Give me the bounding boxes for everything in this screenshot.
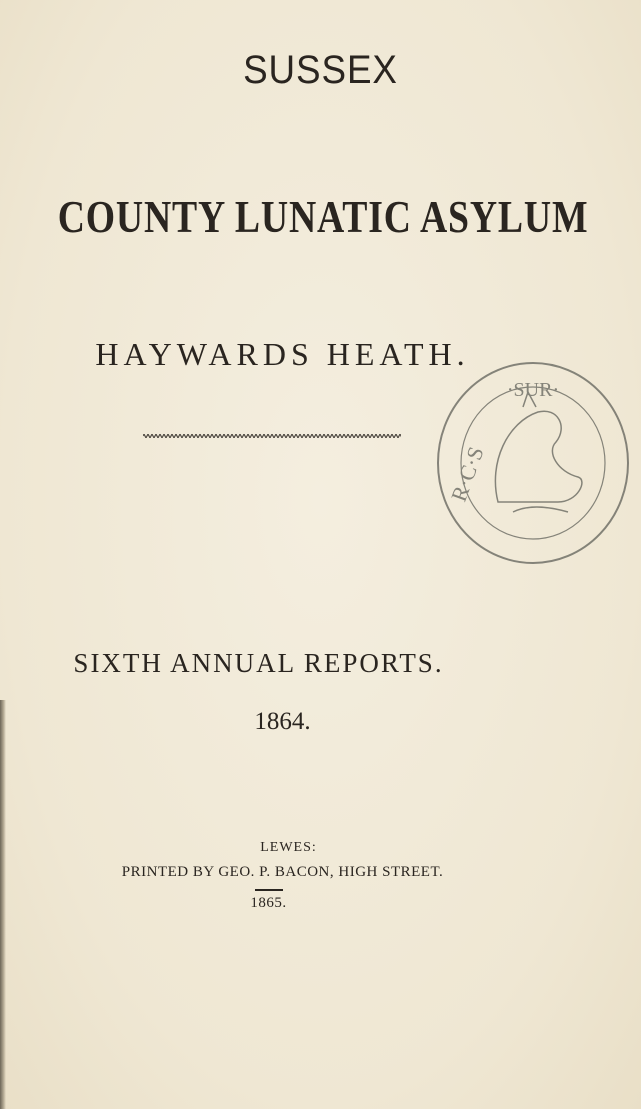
imprint-place: LEWES:: [260, 840, 317, 855]
short-rule: [255, 889, 283, 891]
svg-text:R·C·S: R·C·S: [445, 443, 489, 505]
library-seal-stamp-icon: [428, 352, 638, 574]
imprint-year: 1865.: [250, 895, 287, 911]
imprint-printer: PRINTED BY GEO. P. BACON, HIGH STREET.: [121, 864, 444, 880]
report-title: SIXTH ANNUAL REPORTS.: [73, 648, 444, 678]
wavy-rule: [143, 432, 401, 440]
title-institution: COUNTY LUNATIC ASYLUM: [57, 191, 589, 242]
title-county-name: SUSSEX: [243, 48, 398, 92]
svg-text:·SUR·: ·SUR·: [506, 379, 560, 401]
title-location: HAYWARDS HEATH.: [95, 336, 470, 372]
report-year: 1864.: [254, 708, 311, 735]
